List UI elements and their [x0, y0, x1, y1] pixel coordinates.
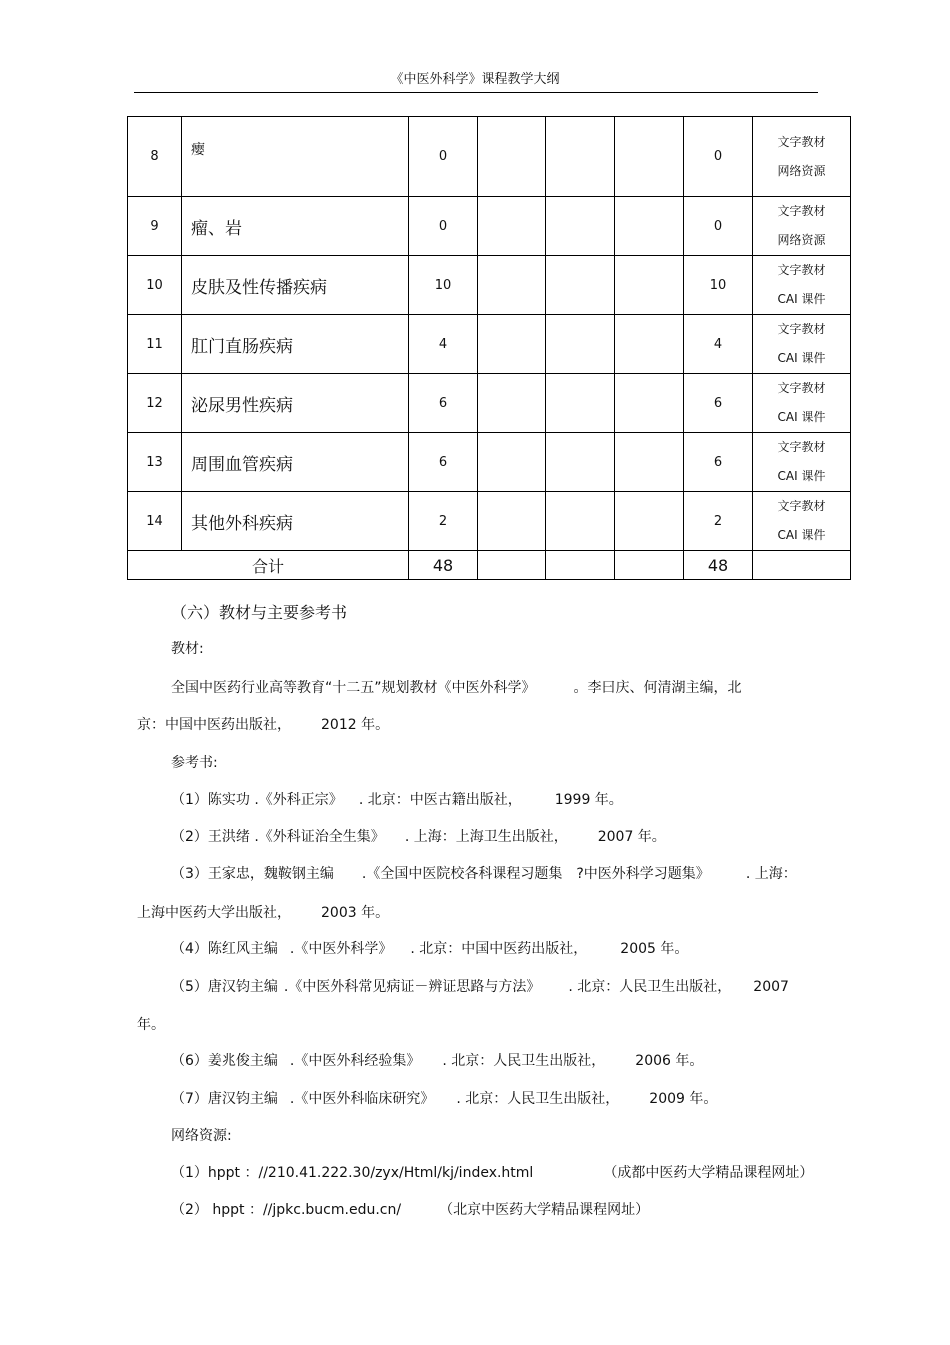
total-lecture-hours: 48 [684, 551, 753, 580]
disease-name: 其他外科疾病 [182, 492, 409, 551]
row-number: 12 [128, 374, 182, 433]
ref-author: （4）陈红风主编 [171, 941, 278, 957]
hours-col-2 [478, 117, 546, 197]
header-rule [134, 92, 818, 93]
network-resource-item [171, 1162, 813, 1182]
resource-description: （北京中医药大学精品课程网址） [439, 1202, 650, 1218]
ref-author: （7）唐汉钧主编 [171, 1091, 278, 1107]
ref-title: .《中医外科学》 [289, 941, 393, 957]
hours-col-2 [478, 433, 546, 492]
ref-publisher: . 北京：中医古籍出版社， [358, 792, 522, 808]
hours-col-3 [546, 433, 615, 492]
resource-line-2: CAI 课件 [777, 528, 826, 542]
resource-line-2: CAI 课件 [777, 410, 826, 424]
total-col-4 [615, 551, 684, 580]
hours-col-3 [546, 492, 615, 551]
disease-name: 瘤、岩 [182, 197, 409, 256]
teaching-resources [753, 374, 851, 433]
ref-year: 2003 年。 [321, 905, 390, 921]
ref-author: （3）王家忠，魏鞍钢主编 [171, 866, 334, 882]
ref-year: 2009 年。 [649, 1091, 718, 1107]
course-hours-table [127, 116, 851, 580]
ref-year: 2007 [753, 979, 789, 995]
ref-publisher: . 北京：人民卫生出版社， [442, 1053, 606, 1069]
table-row [128, 492, 851, 551]
ref-publisher: . 上海：上海卫生出版社， [404, 829, 568, 845]
resource-line-1: 文字教材 [777, 134, 826, 149]
resource-line-1: 文字教材 [777, 322, 826, 336]
disease-name: 周围血管疾病 [182, 433, 409, 492]
hours-total: 6 [409, 374, 478, 433]
reference-item [171, 863, 797, 883]
page-header-title: 《中医外科学》课程教学大纲 [390, 72, 560, 87]
row-number: 9 [128, 197, 182, 256]
ref-city: . 上海： [745, 866, 797, 882]
resource-line-1: 文字教材 [777, 440, 826, 454]
hours-col-4 [615, 433, 684, 492]
hours-total: 4 [409, 315, 478, 374]
hours-col-2 [478, 492, 546, 551]
hours-col-3 [546, 117, 615, 197]
table-row [128, 374, 851, 433]
teaching-resources [753, 117, 851, 197]
ref-title: .《中医外科经验集》 [289, 1053, 421, 1069]
ref-author: （5）唐汉钧主编 [171, 979, 278, 995]
ref-year-suffix: 年。 [137, 1017, 165, 1033]
teaching-resources [753, 315, 851, 374]
ref-year: 2005 年。 [620, 941, 689, 957]
resource-line-2: CAI 课件 [777, 351, 826, 365]
resource-line-2: 网络资源 [777, 163, 826, 178]
table-row [128, 433, 851, 492]
table-row [128, 117, 851, 197]
resource-line-1: 文字教材 [777, 499, 826, 513]
textbook-editors: 。李曰庆、何清湖主编，北 [573, 680, 742, 696]
hours-total: 10 [409, 256, 478, 315]
resource-line-2: 网络资源 [777, 233, 826, 247]
ref-year: 1999 年。 [554, 792, 623, 808]
ref-title: .《中医外科常见病证－辨证思路与方法》 [283, 979, 541, 995]
resource-description: （成都中医药大学精品课程网址） [603, 1165, 814, 1181]
reference-item-continued [137, 1014, 165, 1034]
ref-year: 2006 年。 [635, 1053, 704, 1069]
resource-url-link[interactable]: （2） hppt ：//jpkc.bucm.edu.cn/ [171, 1202, 402, 1218]
disease-name: 皮肤及性传播疾病 [182, 256, 409, 315]
hours-col-3 [546, 197, 615, 256]
reference-label: 参考书: [171, 755, 218, 771]
teaching-resources [753, 492, 851, 551]
section-heading: （六）教材与主要参考书 [171, 603, 348, 622]
hours-total: 0 [409, 117, 478, 197]
ref-subtitle: ?中医外科学习题集》 [576, 866, 710, 882]
hours-lecture: 0 [684, 117, 753, 197]
teaching-resources [753, 197, 851, 256]
hours-col-2 [478, 374, 546, 433]
reference-item-continued [137, 902, 389, 922]
total-col-3 [546, 551, 615, 580]
hours-lecture: 10 [684, 256, 753, 315]
disease-name: 瘿 [182, 117, 409, 197]
hours-lecture: 6 [684, 433, 753, 492]
row-number: 14 [128, 492, 182, 551]
ref-year: 2007 年。 [597, 829, 666, 845]
teaching-resources [753, 256, 851, 315]
hours-col-4 [615, 315, 684, 374]
hours-lecture: 2 [684, 492, 753, 551]
hours-col-2 [478, 315, 546, 374]
hours-col-3 [546, 374, 615, 433]
hours-total: 6 [409, 433, 478, 492]
disease-name: 肛门直肠疾病 [182, 315, 409, 374]
resource-url-link[interactable]: （1）hppt ：//210.41.222.30/zyx/Html/kj/index.html [171, 1165, 534, 1181]
hours-lecture: 4 [684, 315, 753, 374]
disease-name: 泌尿男性疾病 [182, 374, 409, 433]
network-resource-item [171, 1199, 649, 1219]
resource-line-1: 文字教材 [777, 381, 826, 395]
hours-lecture: 6 [684, 374, 753, 433]
ref-title: .《中医外科临床研究》 [289, 1091, 435, 1107]
hours-lecture: 0 [684, 197, 753, 256]
table-row [128, 197, 851, 256]
textbook-line-1 [171, 677, 742, 697]
reference-item [171, 1050, 703, 1070]
hours-col-4 [615, 492, 684, 551]
reference-item [171, 789, 623, 809]
hours-col-3 [546, 315, 615, 374]
ref-author: （6）姜兆俊主编 [171, 1053, 278, 1069]
teaching-resources [753, 433, 851, 492]
resource-line-1: 文字教材 [777, 263, 826, 277]
reference-item [171, 976, 789, 996]
total-label: 合计 [128, 551, 409, 580]
row-number: 8 [128, 117, 182, 197]
ref-title: .《全国中医院校各科课程习题集 [361, 866, 563, 882]
ref-publisher: . 北京：人民卫生出版社， [456, 1091, 620, 1107]
textbook-year: 2012 年。 [321, 717, 390, 733]
resource-line-1: 文字教材 [777, 204, 826, 218]
reference-item [171, 938, 688, 958]
ref-publisher: 上海中医药大学出版社， [137, 905, 291, 921]
hours-total: 2 [409, 492, 478, 551]
hours-col-3 [546, 256, 615, 315]
hours-col-4 [615, 256, 684, 315]
total-row [128, 551, 851, 580]
ref-publisher: . 北京：中国中医药出版社， [410, 941, 588, 957]
hours-col-2 [478, 256, 546, 315]
row-number: 10 [128, 256, 182, 315]
row-number: 11 [128, 315, 182, 374]
network-resources-label: 网络资源: [171, 1128, 232, 1144]
textbook-title: 全国中医药行业高等教育“十二五”规划教材《中医外科学》 [171, 680, 536, 696]
textbook-label: 教材: [171, 641, 204, 657]
total-resources [753, 551, 851, 580]
table-row [128, 256, 851, 315]
ref-author-title: （1）陈实功 .《外科正宗》 [171, 792, 343, 808]
hours-col-2 [478, 197, 546, 256]
textbook-publisher: 京：中国中医药出版社， [137, 717, 291, 733]
hours-col-4 [615, 374, 684, 433]
hours-total: 0 [409, 197, 478, 256]
table-row [128, 315, 851, 374]
textbook-line-2 [137, 714, 389, 734]
ref-author-title: （2）王洪绪 .《外科证治全生集》 [171, 829, 385, 845]
reference-item [171, 1088, 717, 1108]
reference-item [171, 826, 666, 846]
total-col-2 [478, 551, 546, 580]
total-hours: 48 [409, 551, 478, 580]
hours-col-4 [615, 197, 684, 256]
row-number: 13 [128, 433, 182, 492]
resource-line-2: CAI 课件 [777, 469, 826, 483]
ref-publisher: . 北京：人民卫生出版社， [568, 979, 732, 995]
resource-line-2: CAI 课件 [777, 292, 826, 306]
hours-col-4 [615, 117, 684, 197]
